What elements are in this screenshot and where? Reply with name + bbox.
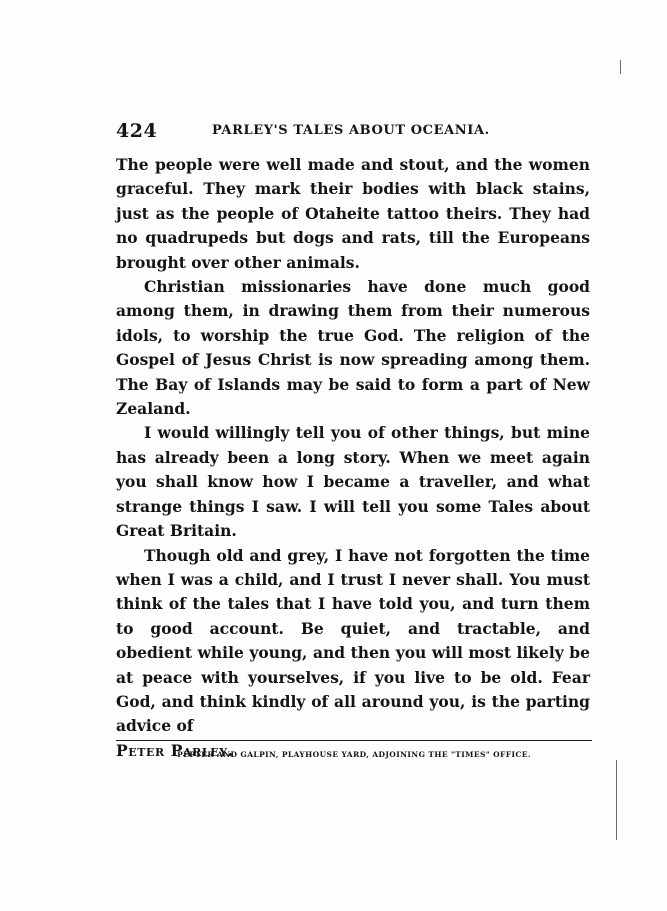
scan-edge-mark-top xyxy=(620,60,621,74)
footer-rule xyxy=(116,740,592,741)
page-number: 424 xyxy=(116,120,158,142)
paragraph-parting-advice xyxy=(116,544,590,764)
parting-advice-text: Though old and grey, I have not forgotten the time when I was a child, and I trust I never shall. You must think of the tales that I have told you, and turn them to good account. Be quiet, and tractable, and obedient while young, and then you will most likely be at peace with yourselves, if you live to be old. Fear God, and think kindly of all around you, is the parting advice of xyxy=(116,545,590,736)
paragraph-other-things: I would willingly tell you of other things, but mine has already been a long story. When we meet again you shall know how I became a traveller, and what strange things I saw. I will tell you some Tales about Great Britain. xyxy=(116,423,590,541)
body-text xyxy=(116,153,590,763)
paragraph-people: The people were well made and stout, and the women graceful. They mark their bodies with black stains, just as the people of Otaheite tattoo theirs. They had no quadrupeds but dogs and rats, till the Europeans brought over other animals. xyxy=(116,155,590,272)
paragraph-missionaries: Christian missionaries have done much good among them, in drawing them from their numerous idols, to worship the true God. The religion of the Gospel of Jesus Christ is now spreading among them. The Bay of Islands may be said to form a part of New Zealand. xyxy=(116,277,590,419)
signature: Peter Parley. xyxy=(116,740,234,760)
running-title: PARLEY'S TALES ABOUT OCEANIA. xyxy=(212,123,490,138)
page-header xyxy=(116,120,590,144)
scan-edge-mark-bottom xyxy=(616,760,617,840)
printer-imprint: PEPTER AND GALPIN, PLAYHOUSE YARD, ADJOINING THE "TIMES" OFFICE. xyxy=(177,750,531,759)
